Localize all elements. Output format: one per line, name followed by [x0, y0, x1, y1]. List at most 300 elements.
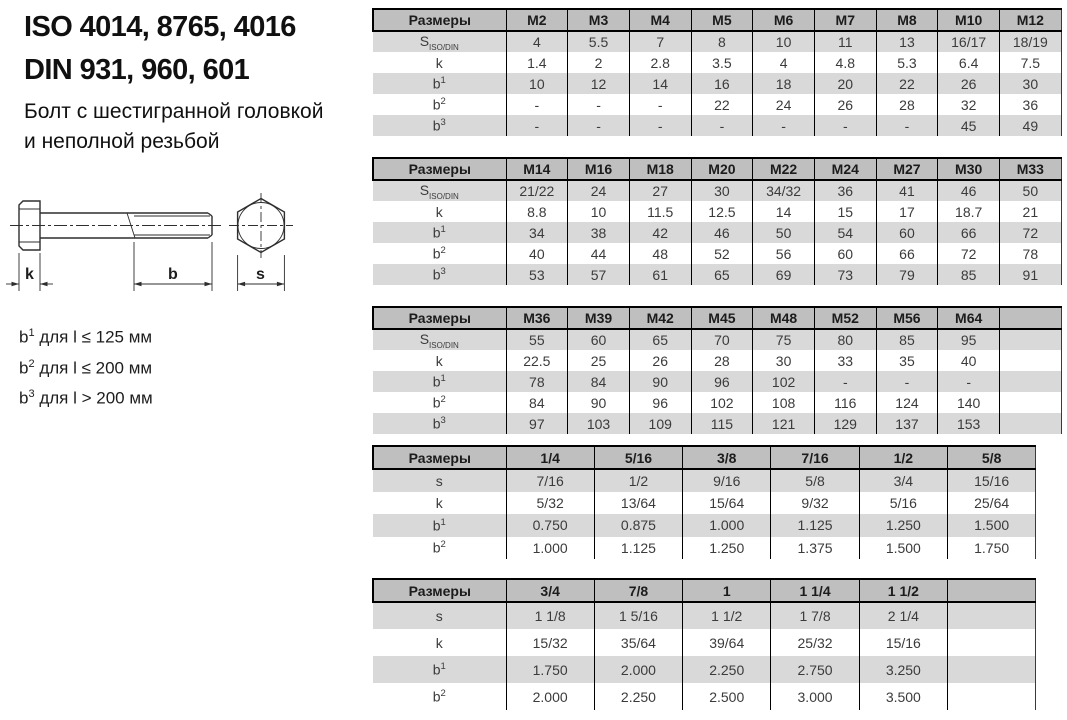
value-cell: -	[814, 371, 876, 392]
header-cell-size: M24	[814, 158, 876, 180]
value-cell: -	[629, 115, 691, 136]
value-cell: 18/19	[1000, 31, 1062, 52]
table-header-row	[373, 158, 1061, 180]
header-cell-size: 1/2	[859, 446, 947, 469]
footnote-b1: $b^1$ для l ≤ 125 мм	[19, 327, 153, 347]
table-row	[373, 514, 1036, 537]
value-cell: 116	[814, 392, 876, 413]
value-cell: 56	[753, 243, 815, 264]
value-cell: 79	[876, 264, 938, 285]
value-cell: 35	[876, 350, 938, 371]
value-cell: -	[568, 94, 630, 115]
value-cell: 60	[814, 243, 876, 264]
value-cell: 30	[1000, 73, 1062, 94]
value-cell: 72	[938, 243, 1000, 264]
value-cell: 61	[629, 264, 691, 285]
dimension-table-3	[372, 306, 1062, 434]
value-cell: 96	[629, 392, 691, 413]
header-cell-size: M10	[938, 9, 1000, 31]
table-row	[373, 180, 1061, 201]
header-cell-size: 1/4	[506, 446, 594, 469]
table-row	[373, 201, 1061, 222]
value-cell: 153	[938, 413, 1000, 434]
value-cell: 18	[753, 73, 815, 94]
value-cell: 2.750	[771, 656, 859, 683]
header-cell-size: M30	[938, 158, 1000, 180]
table-row	[373, 115, 1061, 136]
value-cell: 30	[691, 180, 753, 201]
value-cell: 2.500	[683, 683, 771, 710]
value-cell: 38	[568, 222, 630, 243]
value-cell: 15/32	[506, 629, 594, 656]
value-cell: 1.750	[506, 656, 594, 683]
header-cell-size: M27	[876, 158, 938, 180]
row-label: $b^3$	[432, 266, 446, 283]
value-cell: 40	[938, 350, 1000, 371]
header-cell-size: 7/8	[594, 579, 682, 602]
row-label: k	[435, 494, 443, 511]
table-row	[373, 350, 1061, 371]
value-cell: 5.5	[568, 31, 630, 52]
row-label: $b^1$	[432, 224, 446, 241]
dimension-label-s: s	[256, 266, 265, 283]
value-cell: 22	[876, 73, 938, 94]
value-cell: 3.5	[691, 52, 753, 73]
value-cell: 137	[876, 413, 938, 434]
value-cell	[1000, 350, 1062, 371]
dimension-label-k: k	[25, 266, 34, 283]
value-cell: 34/32	[753, 180, 815, 201]
value-cell: 5/32	[506, 492, 594, 515]
header-cell-size: M16	[568, 158, 630, 180]
value-cell: 66	[938, 222, 1000, 243]
value-cell: 21	[1000, 201, 1062, 222]
value-cell: 90	[629, 371, 691, 392]
value-cell: 21/22	[506, 180, 568, 201]
value-cell: 12.5	[691, 201, 753, 222]
value-cell: 78	[506, 371, 568, 392]
table-row	[373, 537, 1036, 560]
value-cell	[947, 602, 1035, 629]
value-cell: 2 1/4	[859, 602, 947, 629]
value-cell: 10	[568, 201, 630, 222]
value-cell: 57	[568, 264, 630, 285]
value-cell: 8	[691, 31, 753, 52]
value-cell: 50	[753, 222, 815, 243]
row-label: $b^2$	[432, 394, 446, 411]
table-row	[373, 469, 1036, 492]
value-cell: 0.750	[506, 514, 594, 537]
value-cell: 1.250	[683, 537, 771, 560]
value-cell: 46	[938, 180, 1000, 201]
header-cell-size: M7	[814, 9, 876, 31]
header-cell-size: M52	[814, 307, 876, 329]
table-row	[373, 264, 1061, 285]
table-row	[373, 94, 1061, 115]
value-cell: 65	[691, 264, 753, 285]
value-cell: 12	[568, 73, 630, 94]
header-cell-size: M6	[753, 9, 815, 31]
value-cell: 1.500	[947, 514, 1035, 537]
header-cell-sizes: Размеры	[373, 307, 506, 329]
dimension-table-1	[372, 8, 1062, 136]
title-din: DIN 931, 960, 601	[24, 54, 250, 86]
footnote-b2: $b^2$ для l ≤ 200 мм	[19, 357, 153, 378]
header-cell-size: M36	[506, 307, 568, 329]
value-cell: 11	[814, 31, 876, 52]
value-cell: 75	[753, 329, 815, 350]
header-cell-size: 1	[683, 579, 771, 602]
value-cell: 102	[753, 371, 815, 392]
value-cell: 26	[629, 350, 691, 371]
row-label: $b^2$	[432, 96, 446, 113]
bolt-drawing	[0, 180, 370, 312]
row-label: s	[435, 608, 443, 624]
row-label: $S_{ISO/DIN}$	[419, 32, 459, 52]
value-cell: -	[629, 94, 691, 115]
value-cell: 72	[1000, 222, 1062, 243]
header-cell-sizes: Размеры	[373, 158, 506, 180]
value-cell: 41	[876, 180, 938, 201]
value-cell: 3.000	[771, 683, 859, 710]
value-cell: -	[876, 115, 938, 136]
value-cell: 0.875	[594, 514, 682, 537]
value-cell: 53	[506, 264, 568, 285]
value-cell: 121	[753, 413, 815, 434]
table-header-row	[373, 446, 1036, 469]
table-row	[373, 329, 1061, 350]
row-label: $b^1$	[432, 516, 446, 534]
header-cell-size: 5/16	[594, 446, 682, 469]
value-cell: 84	[568, 371, 630, 392]
row-label: $b^1$	[432, 373, 446, 390]
value-cell: 14	[629, 73, 691, 94]
value-cell: 42	[629, 222, 691, 243]
value-cell: 96	[691, 371, 753, 392]
value-cell: 14	[753, 201, 815, 222]
header-cell-size: M20	[691, 158, 753, 180]
value-cell: 50	[1000, 180, 1062, 201]
value-cell: 28	[691, 350, 753, 371]
value-cell: 108	[753, 392, 815, 413]
dimension-table-4	[372, 445, 1036, 559]
value-cell: 6.4	[938, 52, 1000, 73]
value-cell: 4	[506, 31, 568, 52]
value-cell: 49	[1000, 115, 1062, 136]
table-row	[373, 52, 1061, 73]
header-cell-size: M45	[691, 307, 753, 329]
value-cell: -	[506, 94, 568, 115]
value-cell: 3.500	[859, 683, 947, 710]
value-cell: 16	[691, 73, 753, 94]
header-cell-size: M48	[753, 307, 815, 329]
value-cell: -	[938, 371, 1000, 392]
value-cell: 70	[691, 329, 753, 350]
value-cell: 3/4	[859, 469, 947, 492]
value-cell: 85	[876, 329, 938, 350]
value-cell: 102	[691, 392, 753, 413]
value-cell: 90	[568, 392, 630, 413]
value-cell: 5.3	[876, 52, 938, 73]
value-cell	[947, 629, 1035, 656]
row-label: $S_{ISO/DIN}$	[419, 330, 459, 350]
value-cell: 15/64	[683, 492, 771, 515]
value-cell: 109	[629, 413, 691, 434]
row-label: k	[435, 634, 443, 651]
value-cell: 78	[1000, 243, 1062, 264]
header-cell-sizes: Размеры	[373, 9, 506, 31]
value-cell: 2.000	[506, 683, 594, 710]
value-cell: 54	[814, 222, 876, 243]
value-cell: 24	[753, 94, 815, 115]
value-cell: 39/64	[683, 629, 771, 656]
value-cell: 97	[506, 413, 568, 434]
table-row	[373, 222, 1061, 243]
header-cell-size: M12	[1000, 9, 1062, 31]
value-cell: 25/32	[771, 629, 859, 656]
header-cell-size: 1 1/2	[859, 579, 947, 602]
value-cell: 3.250	[859, 656, 947, 683]
header-cell-size: M14	[506, 158, 568, 180]
table-row	[373, 656, 1036, 683]
value-cell: 65	[629, 329, 691, 350]
row-label: $b^2$	[432, 245, 446, 262]
value-cell: -	[506, 115, 568, 136]
value-cell: 1 5/16	[594, 602, 682, 629]
dimension-table-5	[372, 578, 1036, 710]
value-cell: 4	[753, 52, 815, 73]
value-cell: 35/64	[594, 629, 682, 656]
value-cell: 9/32	[771, 492, 859, 515]
value-cell: 55	[506, 329, 568, 350]
value-cell: 2.8	[629, 52, 691, 73]
value-cell: -	[568, 115, 630, 136]
value-cell: 13	[876, 31, 938, 52]
dimension-s	[238, 255, 285, 291]
value-cell: 1.375	[771, 537, 859, 560]
value-cell: 84	[506, 392, 568, 413]
value-cell: 115	[691, 413, 753, 434]
value-cell: -	[814, 115, 876, 136]
header-cell-sizes: Размеры	[373, 446, 506, 469]
row-label: $b^1$	[432, 75, 446, 92]
header-cell-size: M33	[1000, 158, 1062, 180]
row-label: $b^3$	[432, 415, 446, 432]
value-cell: 45	[938, 115, 1000, 136]
dimension-b	[134, 242, 212, 291]
row-label: k	[435, 352, 443, 369]
value-cell: 13/64	[594, 492, 682, 515]
value-cell: -	[876, 371, 938, 392]
row-label: $b^2$	[432, 688, 446, 705]
table-row	[373, 602, 1036, 629]
header-cell-size: M56	[876, 307, 938, 329]
value-cell: 1 7/8	[771, 602, 859, 629]
value-cell: 26	[938, 73, 1000, 94]
dimension-table-2	[372, 157, 1062, 285]
header-cell-size	[1000, 307, 1062, 329]
value-cell: 16/17	[938, 31, 1000, 52]
row-label: s	[435, 472, 443, 489]
footnote-b3: $b^3$ для l > 200 мм	[19, 388, 153, 408]
value-cell: 91	[1000, 264, 1062, 285]
value-cell: 10	[753, 31, 815, 52]
value-cell: 1.4	[506, 52, 568, 73]
page-title	[24, 6, 296, 92]
value-cell: 11.5	[629, 201, 691, 222]
value-cell: 1.250	[859, 514, 947, 537]
table-header-row	[373, 579, 1036, 602]
header-cell-size: M4	[629, 9, 691, 31]
value-cell: 25/64	[947, 492, 1035, 515]
table-row	[373, 629, 1036, 656]
value-cell: 1/2	[594, 469, 682, 492]
header-cell-size: M22	[753, 158, 815, 180]
value-cell: 60	[568, 329, 630, 350]
value-cell: 26	[814, 94, 876, 115]
value-cell: 28	[876, 94, 938, 115]
value-cell: 15/16	[859, 629, 947, 656]
value-cell: 52	[691, 243, 753, 264]
value-cell	[1000, 413, 1062, 434]
footnotes	[19, 320, 153, 412]
value-cell: 2	[568, 52, 630, 73]
value-cell: 80	[814, 329, 876, 350]
dimension-label-b: b	[168, 266, 178, 283]
value-cell: 34	[506, 222, 568, 243]
value-cell: 20	[814, 73, 876, 94]
header-cell-size	[947, 579, 1035, 602]
value-cell: 1.125	[594, 537, 682, 560]
title-iso: ISO 4014, 8765, 4016	[24, 11, 296, 43]
table-header-row	[373, 307, 1061, 329]
value-cell: 1.125	[771, 514, 859, 537]
value-cell: 1 1/8	[506, 602, 594, 629]
header-cell-size: M39	[568, 307, 630, 329]
table-row	[373, 73, 1061, 94]
value-cell: 30	[753, 350, 815, 371]
value-cell: 2.250	[594, 683, 682, 710]
value-cell: 36	[814, 180, 876, 201]
value-cell: -	[691, 115, 753, 136]
value-cell: 15	[814, 201, 876, 222]
value-cell	[947, 656, 1035, 683]
value-cell: 2.000	[594, 656, 682, 683]
header-cell-size: M18	[629, 158, 691, 180]
value-cell: 1.750	[947, 537, 1035, 560]
row-label: $b^1$	[432, 661, 446, 678]
value-cell: 44	[568, 243, 630, 264]
value-cell: 85	[938, 264, 1000, 285]
row-label: $b^2$	[432, 539, 446, 557]
value-cell: 1.000	[506, 537, 594, 560]
value-cell: 69	[753, 264, 815, 285]
header-cell-size: 1 1/4	[771, 579, 859, 602]
bolt-side-view	[10, 201, 222, 250]
table-row	[373, 413, 1061, 434]
table-row	[373, 683, 1036, 710]
header-cell-size: M2	[506, 9, 568, 31]
value-cell: 22	[691, 94, 753, 115]
value-cell: 27	[629, 180, 691, 201]
value-cell: 73	[814, 264, 876, 285]
value-cell: 10	[506, 73, 568, 94]
value-cell: 7.5	[1000, 52, 1062, 73]
value-cell: 46	[691, 222, 753, 243]
value-cell: 15/16	[947, 469, 1035, 492]
value-cell: 5/16	[859, 492, 947, 515]
header-cell-size: M64	[938, 307, 1000, 329]
value-cell: 17	[876, 201, 938, 222]
value-cell: 95	[938, 329, 1000, 350]
value-cell: 48	[629, 243, 691, 264]
header-cell-sizes: Размеры	[373, 579, 506, 602]
value-cell: 36	[1000, 94, 1062, 115]
value-cell	[947, 683, 1035, 710]
value-cell: 140	[938, 392, 1000, 413]
value-cell	[1000, 392, 1062, 413]
row-label: $b^3$	[432, 117, 446, 134]
page-subtitle	[24, 97, 323, 157]
value-cell: 7/16	[506, 469, 594, 492]
subtitle-line-2: и неполной резьбой	[24, 130, 220, 153]
row-label: k	[435, 203, 443, 220]
value-cell: 124	[876, 392, 938, 413]
header-cell-size: M42	[629, 307, 691, 329]
table-row	[373, 371, 1061, 392]
value-cell: 1.500	[859, 537, 947, 560]
value-cell: 8.8	[506, 201, 568, 222]
header-cell-size: M5	[691, 9, 753, 31]
value-cell: 5/8	[771, 469, 859, 492]
table-header-row	[373, 9, 1061, 31]
header-cell-size: M3	[568, 9, 630, 31]
value-cell: 33	[814, 350, 876, 371]
table-row	[373, 31, 1061, 52]
value-cell: 32	[938, 94, 1000, 115]
dimension-k	[6, 253, 53, 291]
table-row	[373, 392, 1061, 413]
row-label: k	[435, 54, 443, 71]
value-cell: 22.5	[506, 350, 568, 371]
subtitle-line-1: Болт с шестигранной головкой	[24, 100, 324, 123]
value-cell	[1000, 371, 1062, 392]
value-cell: 24	[568, 180, 630, 201]
value-cell: -	[753, 115, 815, 136]
value-cell: 66	[876, 243, 938, 264]
row-label: $S_{ISO/DIN}$	[419, 181, 459, 201]
value-cell: 1 1/2	[683, 602, 771, 629]
header-cell-size: 7/16	[771, 446, 859, 469]
header-cell-size: M8	[876, 9, 938, 31]
header-cell-size: 5/8	[947, 446, 1035, 469]
value-cell: 2.250	[683, 656, 771, 683]
value-cell: 60	[876, 222, 938, 243]
table-row	[373, 243, 1061, 264]
value-cell: 4.8	[814, 52, 876, 73]
value-cell: 40	[506, 243, 568, 264]
value-cell: 9/16	[683, 469, 771, 492]
header-cell-size: 3/4	[506, 579, 594, 602]
table-row	[373, 492, 1036, 515]
value-cell	[1000, 329, 1062, 350]
value-cell: 18.7	[938, 201, 1000, 222]
header-cell-size: 3/8	[683, 446, 771, 469]
bolt-end-view	[229, 193, 293, 258]
value-cell: 129	[814, 413, 876, 434]
value-cell: 7	[629, 31, 691, 52]
value-cell: 1.000	[683, 514, 771, 537]
